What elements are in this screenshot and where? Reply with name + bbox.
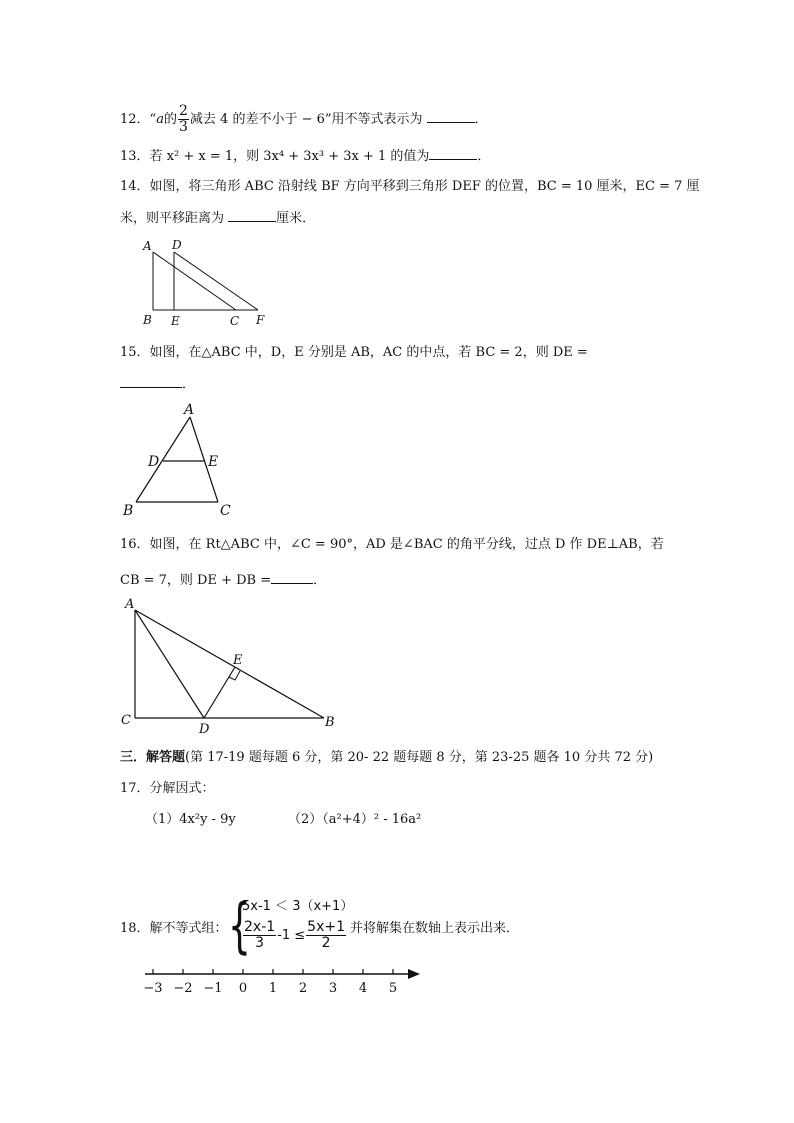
question-14-line1: 14．如图，将三角形 ABC 沿射线 BF 方向平移到三角形 DEF 的位置，BC = 10 厘米，EC = 7 厘 [120, 179, 700, 194]
section-3-heading [120, 748, 653, 768]
q14-label-F: F [256, 313, 265, 327]
q14-label-E: E [171, 314, 180, 328]
q18-inequality-2: $\frac{2x-1}{3}$ -1 ≤ $\frac{5x+1}{2}$ [244, 919, 345, 951]
number-line [140, 962, 430, 1002]
q18-tail: 并将解集在数轴上表示出来． [350, 921, 520, 936]
q14-label-B: B [143, 313, 152, 327]
q15-answer-blank[interactable] [120, 373, 182, 388]
axis-tick-label: 4 [358, 981, 368, 996]
question-15-line1: 15．如图，在△ABC 中，D，E 分别是 AB，AC 的中点，若 BC = 2，则 DE = [120, 345, 588, 360]
q14-answer-blank[interactable] [228, 207, 276, 222]
axis-tick-label: −3 [143, 981, 163, 996]
axis-tick-label: 5 [388, 981, 398, 996]
q15-label-B: B [123, 503, 134, 519]
question-17-title: 17．分解因式： [120, 781, 215, 796]
q15-figure [120, 402, 240, 517]
section-3-detail: (第 17-19 题每题 6 分，第 20- 22 题每题 8 分，第 23-25 题各 10 分共 72 分) [185, 750, 654, 765]
q15-label-C: C [220, 503, 231, 519]
question-17-part2: （2）（a²+4）² - 16a² [288, 812, 422, 827]
q16-answer-blank[interactable] [271, 569, 313, 584]
q14-figure [140, 238, 280, 333]
axis-tick-label: 0 [238, 981, 248, 996]
q13-num: 13．若 [120, 149, 163, 164]
q16-label-B: B [325, 715, 335, 730]
q16-label-E: E [233, 653, 243, 668]
system-brace: { [228, 891, 251, 961]
q16-label-D: D [199, 722, 210, 737]
question-17-part1: （1）4x²y - 9y [145, 812, 236, 827]
question-18-label: 18．解不等式组： [120, 921, 228, 936]
axis-tick-label: 3 [328, 981, 338, 996]
q12-de: 的 [163, 112, 177, 127]
question-13: 13．若 x² + x = 1，则 3x⁴ + 3x³ + 3x + 1 的值为 ． [120, 145, 490, 167]
q15-label-D: D [148, 454, 160, 470]
q15-label-A: A [184, 402, 195, 418]
q16-figure [118, 596, 348, 736]
q13-text: x² + x = 1，则 3x⁴ + 3x³ + 3x + 1 的值为 [166, 149, 430, 164]
q13-answer-blank[interactable] [429, 145, 477, 160]
axis-tick-label: −2 [173, 981, 193, 996]
axis-tick-label: −1 [203, 981, 223, 996]
section-3-title: 三．解答题 [120, 750, 186, 765]
q12-answer-blank[interactable] [427, 108, 475, 123]
q12-num: 12．“ [120, 112, 157, 127]
q15-label-E: E [208, 454, 219, 470]
q18-inequality-1: 5x-1 ＜ 3（x+1） [242, 899, 354, 914]
q14-label-C: C [230, 314, 240, 328]
question-15-line2: ． [120, 373, 195, 395]
q14-label-D: D [172, 238, 182, 252]
question-12: 12．“a的 $\frac{2}{3}$ 减去 4 的差不小于 − 6”用不等式表示为 ． [120, 103, 488, 135]
question-14-line2: 米，则平移距离为 厘米． [120, 207, 315, 229]
q12-var: a [156, 112, 164, 127]
q12-text: 减去 4 的差不小于 − 6”用不等式表示为 [189, 112, 423, 127]
axis-tick-label: 2 [298, 981, 308, 996]
q16-label-A: A [125, 597, 135, 612]
question-16-line2: CB = 7，则 DE + DB = ． [120, 569, 326, 591]
question-16-line1: 16．如图，在 Rt△ABC 中，∠C = 90°，AD 是∠BAC 的角平分线，过点 D 作 DE⊥AB，若 [120, 537, 664, 552]
q16-label-C: C [121, 713, 131, 728]
q14-label-A: A [143, 239, 152, 253]
axis-tick-label: 1 [268, 981, 278, 996]
q12-fraction: $\frac{2}{3}$ [178, 103, 188, 135]
